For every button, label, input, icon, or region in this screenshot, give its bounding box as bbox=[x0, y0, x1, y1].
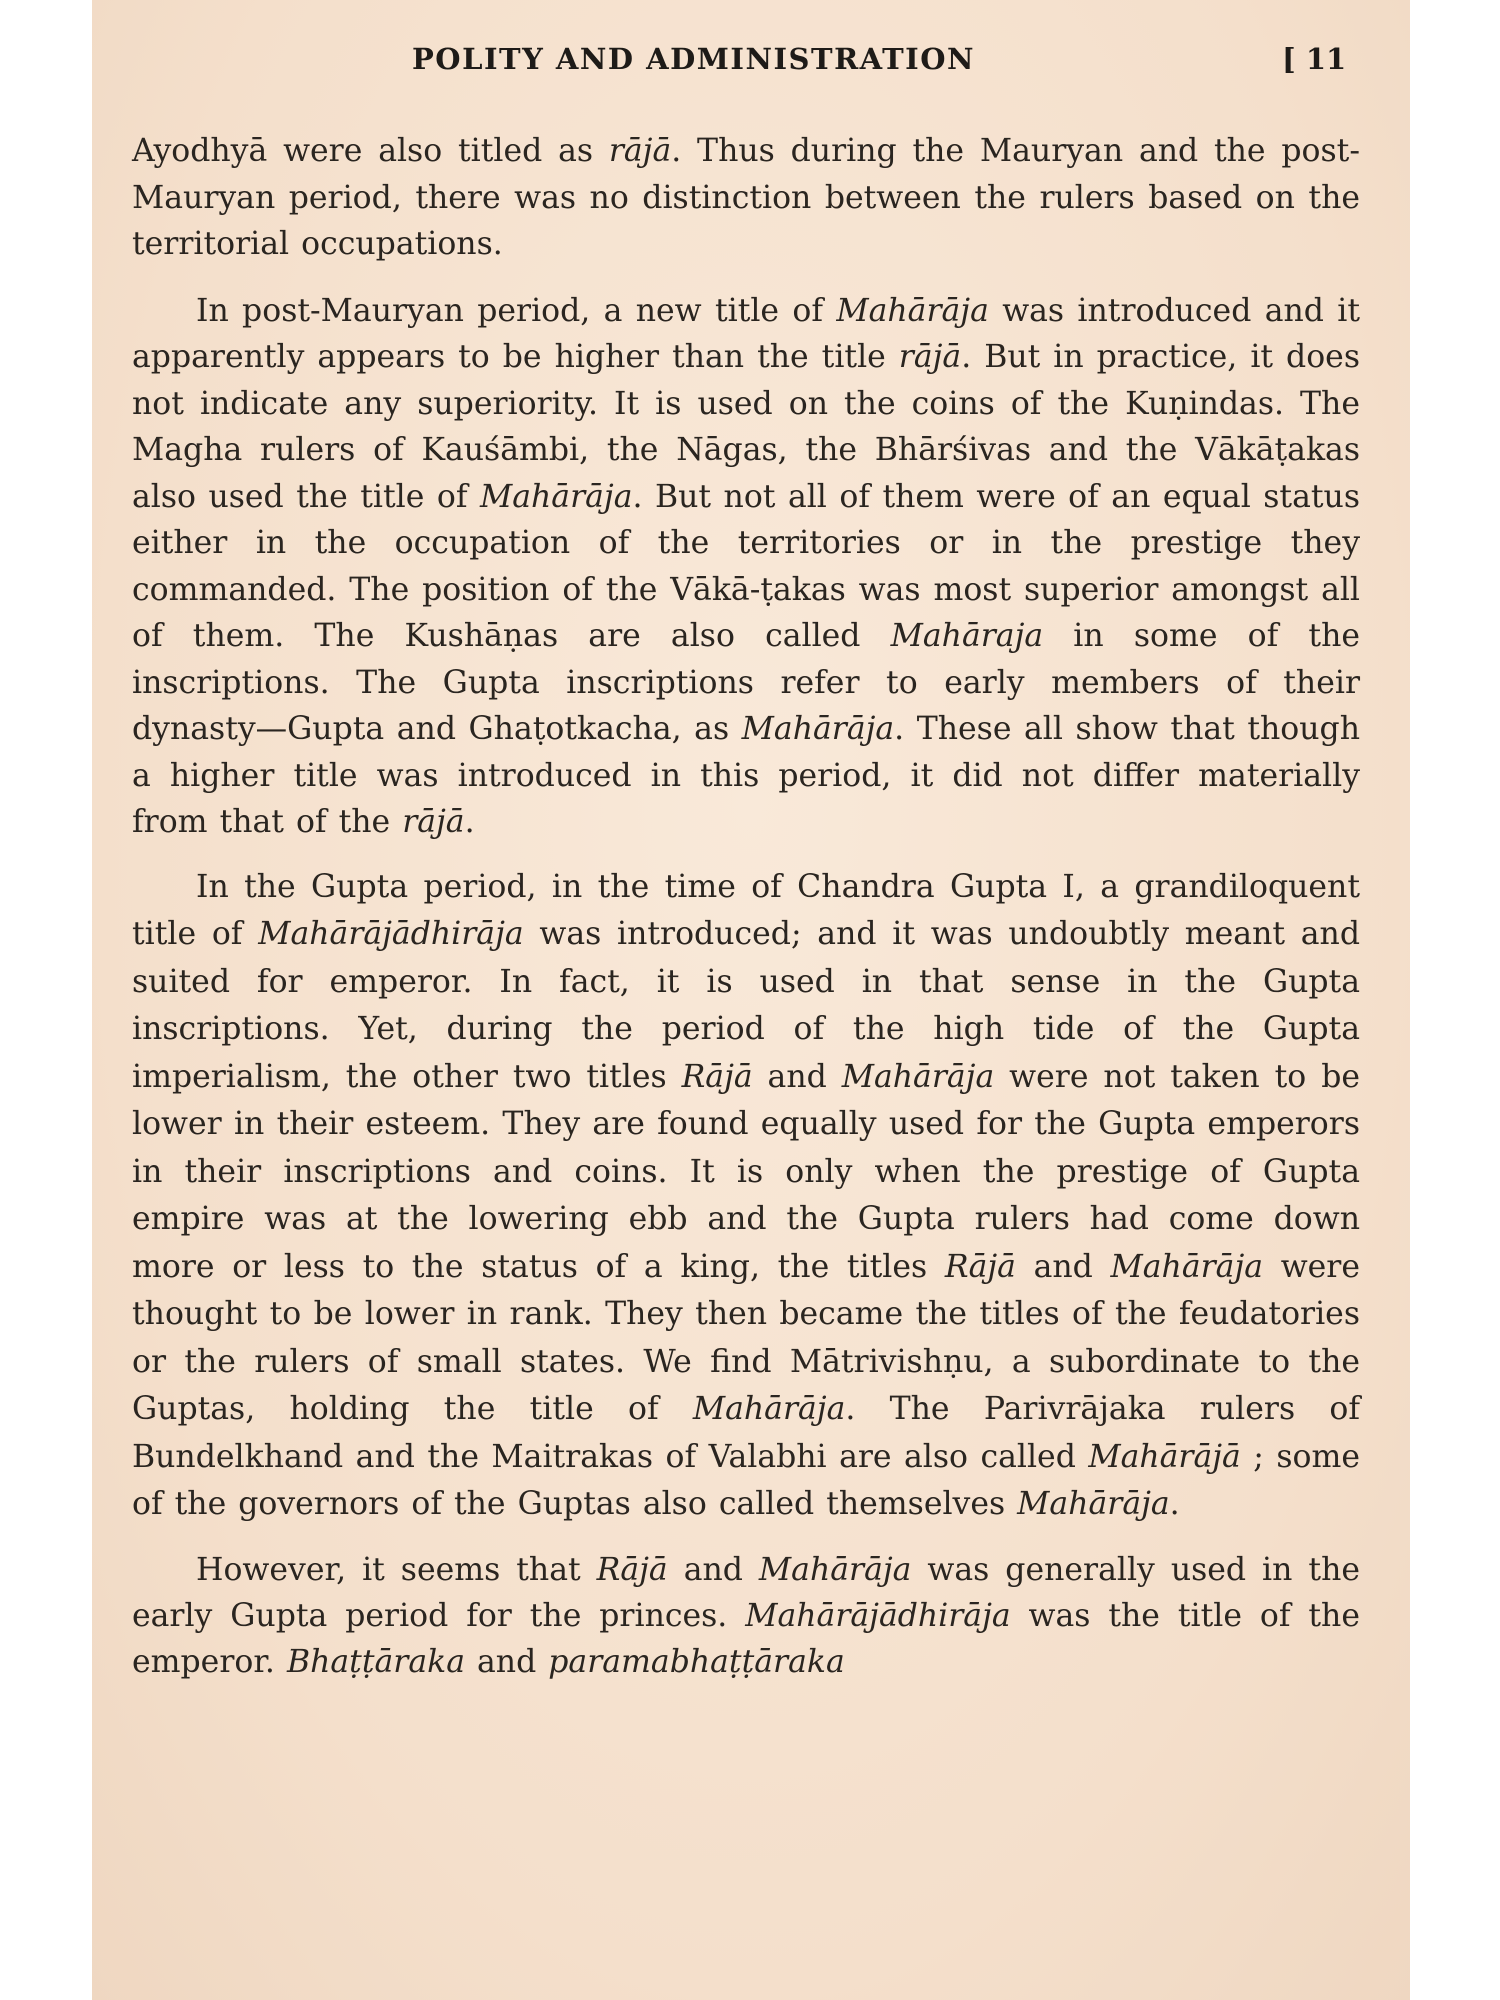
sanskrit-term: Mahārāja bbox=[1110, 1248, 1264, 1285]
text-run: . bbox=[464, 804, 475, 840]
text-run: . The Parivrājaka rulers of Bundelkhand and the Maitrakas of Valabhi are also called bbox=[132, 1391, 1360, 1475]
text-run: Ayodhyā were also titled as bbox=[132, 133, 609, 169]
text-run: and bbox=[465, 1643, 549, 1680]
text-run: and bbox=[1015, 1248, 1111, 1285]
sanskrit-term: Mahārāja bbox=[758, 1551, 912, 1588]
sanskrit-term: Rājā bbox=[596, 1551, 668, 1588]
page-header bbox=[92, 42, 1410, 92]
text-run: However, it seems that bbox=[196, 1551, 597, 1588]
sanskrit-term: rājā bbox=[402, 804, 465, 840]
book-page bbox=[92, 0, 1410, 2000]
text-run: were thought to be lower in rank. They then became the titles of the feudatories or the rulers of small states. We find Mātrivishṇu, a subordinate to the Guptas, holding the title of bbox=[132, 1248, 1360, 1427]
sanskrit-term: paramabhaṭṭāraka bbox=[548, 1643, 845, 1680]
sanskrit-term: Mahārāja bbox=[479, 478, 633, 515]
sanskrit-term: rājā bbox=[608, 133, 672, 169]
text-run: and bbox=[667, 1551, 759, 1588]
sanskrit-term: Mahārāja bbox=[1017, 1486, 1170, 1522]
paragraph bbox=[132, 288, 1360, 846]
text-run: was generally used in the early Gupta period for the princes. bbox=[132, 1551, 1360, 1634]
text-run: In post-Mauryan period, a new title of bbox=[196, 292, 837, 329]
paragraph bbox=[132, 128, 1360, 268]
text-run: . But in practice, it does not indicate any superiority. It is used on the coins of the Kuṇindas. The Magha rulers of Kauśāmbi, the Nāgas, the Bhārśivas and the Vākāṭakas also used the title of bbox=[132, 339, 1360, 515]
sanskrit-term: Mahārāja bbox=[841, 1058, 995, 1095]
sanskrit-term: Mahārājā bbox=[1088, 1438, 1241, 1475]
text-run: In the Gupta period, in the time of Chandra Gupta I, a grandiloquent title of bbox=[132, 868, 1360, 952]
text-run: was the title of the emperor. bbox=[132, 1597, 1360, 1680]
sanskrit-term: Mahārāja bbox=[692, 1391, 846, 1427]
text-run: . But not all of them were of an equal status either in the occupation of the territories or in the prestige they commanded. The position of the Vākā-ṭakas was most superior amongst all of them. The Kushāṇas are also called bbox=[132, 478, 1360, 654]
text-run: . These all show that though a higher title was introduced in this period, it did not differ materially from that of the bbox=[132, 711, 1361, 840]
paragraph bbox=[132, 864, 1360, 1529]
paragraph bbox=[132, 1547, 1360, 1685]
text-run: in some of the inscriptions. The Gupta inscriptions refer to early members of their dynasty—Gupta and Ghaṭotkacha, as bbox=[132, 618, 1360, 747]
sanskrit-term: Mahārājādhirāja bbox=[258, 916, 524, 952]
text-run: and bbox=[752, 1058, 842, 1095]
sanskrit-term: Rājā bbox=[944, 1248, 1016, 1285]
sanskrit-term: Mahārājādhirāja bbox=[745, 1597, 1011, 1634]
text-run: ; some of the governors of the Guptas also called themselves bbox=[132, 1438, 1361, 1522]
page-body bbox=[132, 128, 1360, 1705]
sanskrit-term: Mahāraja bbox=[890, 618, 1044, 654]
text-run: were not taken to be lower in their esteem. They are found equally used for the Gupta emperors in their inscriptions and coins. It is only when the prestige of Gupta empire was at the lowering ebb and the Gupta rulers had come down more or less to the status of a king, the titles bbox=[132, 1058, 1360, 1285]
sanskrit-term: Bhaṭṭāraka bbox=[286, 1643, 465, 1680]
sanskrit-term: Mahārāja bbox=[836, 292, 989, 329]
text-run: . Thus during the Mauryan and the post-Mauryan period, there was no distinction between the rulers based on the territorial occupations. bbox=[132, 133, 1360, 262]
text-run: . bbox=[1169, 1486, 1180, 1522]
running-title: POLITY AND ADMINISTRATION bbox=[412, 42, 975, 76]
text-run: was introduced and it apparently appears to be higher than the title bbox=[132, 292, 1360, 375]
sanskrit-term: Rājā bbox=[681, 1058, 753, 1095]
sanskrit-term: rājā bbox=[898, 339, 962, 375]
page-number: [ 11 bbox=[1282, 42, 1347, 76]
sanskrit-term: Mahārāja bbox=[741, 711, 895, 747]
text-run: was introduced; and it was undoubtly meant and suited for emperor. In fact, it is used in that sense in the Gupta inscriptions. Yet, during the period of the high tide of the Gupta imperialism, the other two titles bbox=[132, 916, 1361, 1095]
